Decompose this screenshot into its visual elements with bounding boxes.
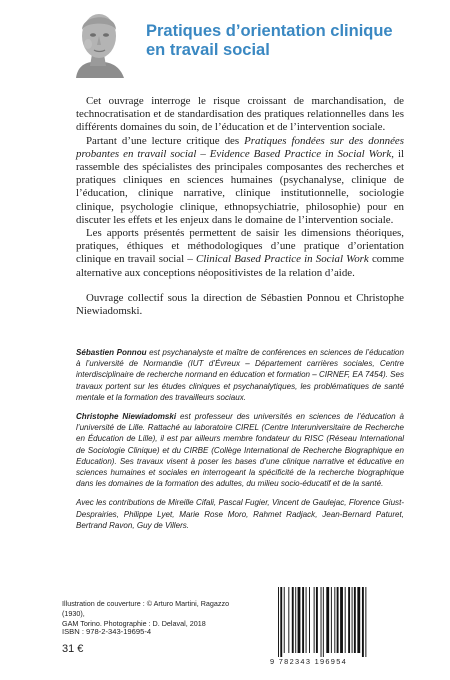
book-title-line-1: Pratiques d’orientation clinique <box>146 22 393 40</box>
bio-ponnou: Sébastien Ponnou est psychanalyste et maître de conférences en sciences de l’éducation à l’université de Normandie (IUT d’Évreux – Département carrières sociales, Centre interdisciplinaire de recherche normand en éducation et formation – CIRNEF, EA 7454). Ses travaux portent sur les études cliniques et psychanalytiques, les problématiques de santé mentale et la formation des travailleurs sociaux. <box>76 348 404 402</box>
description-paragraph-2: Partant d’une lecture critique des Pratiques fondées sur des données probantes en travail social – Evidence Based Practice in Social Work, il rassemble des spécialistes des principales composantes des recherches et pratiques cliniques en sciences humaines (psychanalyse, clinique de l’éducation, clinique narrative, clinique institutionnelle, sociologie clinique, psychologie clinique, ethnopsychiatrie, philosophie) pour en discuter les effets et les enjeux dans le domaine de l’intervention sociale. <box>76 134 405 226</box>
contributors-line: Avec les contributions de Mireille Cifali, Pascal Fugier, Vincent de Gaulejac, Florence Giust-Desprairies, Philippe Lyet, Marie Rose Moro, Rahmet Radjack, Jean-Bernard Paturet, Bertrand Ravon, Guy de Villers. <box>76 498 404 530</box>
editors-line: Ouvrage collectif sous la direction de Sébastien Ponnou et Christophe Niewiadomski. <box>76 291 404 318</box>
barcode-number: 9 782343 196954 <box>270 657 348 666</box>
isbn: ISBN : 978-2-343-19695-4 <box>62 627 152 636</box>
description-paragraph-1: Cet ouvrage interroge le risque croissant de marchandisation, de technocratisation et de standardisation des pratiques relationnelles dans les différents domaines du soin, de l’éducation et de l’intervention sociale. <box>76 95 404 134</box>
book-title-line-2: en travail social <box>146 41 270 59</box>
book-title <box>146 22 436 60</box>
cover-credits: Illustration de couverture : © Arturo Martini, Ragazzo (1930), GAM Torino. Photographie : D. Delaval, 2018 <box>62 599 230 628</box>
ebp-reference: Pratiques fondées sur des données probantes en travail social – Evidence Based Practice in Social Work <box>76 134 404 160</box>
cover-illustration <box>58 6 138 78</box>
author-bios <box>76 347 404 539</box>
barcode <box>276 587 396 657</box>
book-description <box>76 95 404 318</box>
price: 31 € <box>62 643 84 655</box>
bio-ponnou-name: Sébastien Ponnou <box>76 348 147 357</box>
description-paragraph-3: Les apports présentés permettent de saisir les dimensions théoriques, pratiques, éthiques et méthodologiques d’une pratique d’orientation clinique en travail social – Clinical Based Practice in Social Work comme alternative aux conceptions néopositivistes de la relation d’aide. <box>76 227 405 279</box>
bio-niewiadomski-name: Christophe Niewiadomski <box>76 412 177 422</box>
cbp-reference: Clinical Based Practice in Social Work <box>195 253 369 266</box>
bio-niewiadomski: Christophe Niewiadomski est professeur des universités en sciences de l’éducation à l’université de Lille. Rattaché au laboratoire CIREL (Centre Interuniversitaire de Recherche en Éducation de Lille), il est par ailleurs membre fondateur du RISC (Réseau International de Sociologie Clinique) et du CIRBE (Collège International de Recherche Biographique en Education). Ses travaux visent à poser les bases d’une clinique narrative et éducative en sciences humaines et sociales en interrogeant la spécificité de la recherche biographique dans les domaines de la formation des adultes, du milieu socio-éducatif et de la santé. <box>76 412 405 489</box>
